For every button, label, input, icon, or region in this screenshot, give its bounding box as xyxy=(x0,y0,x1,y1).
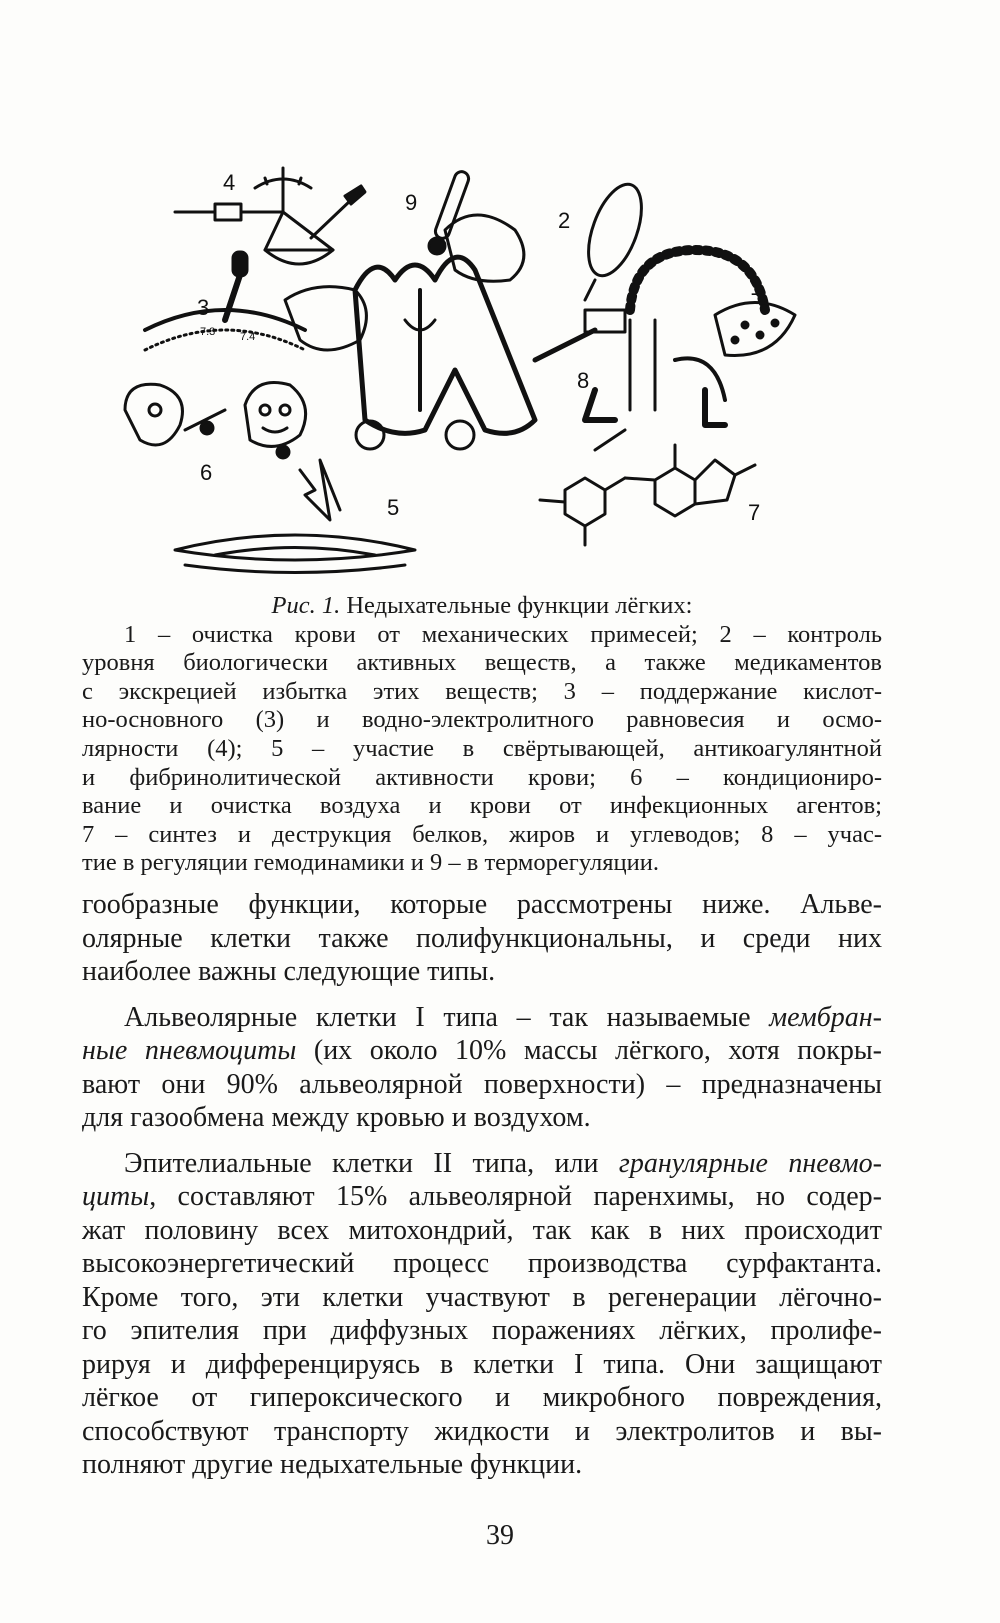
ph-gauge-drawing xyxy=(145,252,305,350)
figure-label-7: 7 xyxy=(748,500,761,525)
text-line: го эпителия при диффузных поражениях лёгких, пролифе- xyxy=(82,1315,882,1346)
text-line: гообразные функции, которые рассмотрены ниже. Альве- xyxy=(82,889,882,920)
text-line xyxy=(82,1180,882,1214)
microbes-drawing xyxy=(125,383,306,459)
text-line: лёгкое от гипероксического и микробного повреждения, xyxy=(82,1382,882,1413)
figure-label-4: 4 xyxy=(223,170,236,195)
figure-lung-functions xyxy=(115,160,855,580)
emphasis-term: ные пневмоциты xyxy=(82,1035,297,1066)
figure-caption xyxy=(82,592,882,878)
caption-line: 1 – очистка крови от механических примесей; 2 – контроль xyxy=(124,620,882,648)
text-line: жат половину всех митохондрий, так как в них происходит xyxy=(82,1214,882,1246)
paragraph-2 xyxy=(82,1001,882,1135)
text-line: Кроме того, эти клетки участвуют в регенерации лёгочно- xyxy=(82,1281,882,1313)
text-line: рируя и дифференцируясь в клетки I типа. Они защищают xyxy=(82,1348,882,1380)
molecule-drawing xyxy=(540,430,755,545)
text-line xyxy=(82,1147,882,1181)
osmolarity-scale-drawing xyxy=(175,168,365,264)
text-line: высокоэнергетический процесс производства сурфактанта. xyxy=(82,1248,882,1279)
paragraph-1 xyxy=(82,888,882,989)
caption-title: Недыхательные функции лёгких: xyxy=(346,592,693,619)
emphasis-term: гранулярные пневмо- xyxy=(618,1147,882,1179)
emphasis-term: циты xyxy=(82,1181,150,1212)
figure-label-6: 6 xyxy=(200,460,213,485)
caption-line: вание и очистка воздуха и крови от инфекционных агентов; xyxy=(82,792,882,820)
thermometer-drawing xyxy=(429,170,471,254)
emphasis-term: мембран- xyxy=(769,1001,882,1033)
text-line: для газообмена между кровью и воздухом. xyxy=(82,1102,591,1133)
figure-label-2: 2 xyxy=(558,208,571,233)
figure-label-9: 9 xyxy=(405,190,418,215)
paragraph-3 xyxy=(82,1147,882,1482)
caption-title-line xyxy=(82,592,882,621)
text-run: (их около 10% массы лёгкого, хотя покры- xyxy=(296,1035,882,1066)
figure-label-5: 5 xyxy=(387,495,400,520)
page-number: 39 xyxy=(486,1520,514,1551)
text-run: , составляют 15% альвеолярной паренхимы, но содер- xyxy=(149,1181,882,1212)
figure-label-3: 3 xyxy=(197,295,210,320)
caption-line: 7 – синтез и деструкция белков, жиров и углеводов; 8 – учас- xyxy=(82,820,882,848)
text-line xyxy=(82,1001,882,1035)
gauge-tick-7-4: 7.4 xyxy=(240,331,256,343)
text-run: Альвеолярные клетки I типа – так называемые xyxy=(124,1001,770,1033)
caption-line: уровня биологически активных веществ, а также медикаментов xyxy=(82,649,882,677)
text-line: способствуют транспорту жидкости и электролитов и вы- xyxy=(82,1415,882,1447)
caption-label: Рис. 1. xyxy=(271,592,341,619)
caption-line: тие в регуляции гемодинамики и 9 – в терморегуляции. xyxy=(82,849,659,877)
text-line: вают они 90% альвеолярной поверхности) – предназначены xyxy=(82,1068,882,1100)
caption-line: но-основного (3) и водно-электролитного равновесия и осмо- xyxy=(82,706,882,734)
text-line xyxy=(82,1034,882,1068)
caption-line: и фибринолитической активности крови; 6 – кондициониро- xyxy=(82,763,882,791)
figure-label-1: 1 xyxy=(750,275,763,300)
figure-label-8: 8 xyxy=(577,368,590,393)
text-run: Эпителиальные клетки II типа, или xyxy=(124,1147,619,1179)
lung-functions-illustration xyxy=(115,160,855,580)
gauge-tick-7-3: 7.3 xyxy=(200,326,216,338)
text-line: полняют другие недыхательные функции. xyxy=(82,1449,583,1480)
caption-line: лярности (4); 5 – участие в свёртывающей, антикоагулянтной xyxy=(82,734,882,762)
text-line: олярные клетки также полифункциональны, и среди них xyxy=(82,922,882,954)
caption-line: с экскрецией избытка этих веществ; 3 – поддержание кислот- xyxy=(82,677,882,705)
body-text xyxy=(82,888,882,1494)
text-line: наиболее важны следующие типы. xyxy=(82,956,496,987)
